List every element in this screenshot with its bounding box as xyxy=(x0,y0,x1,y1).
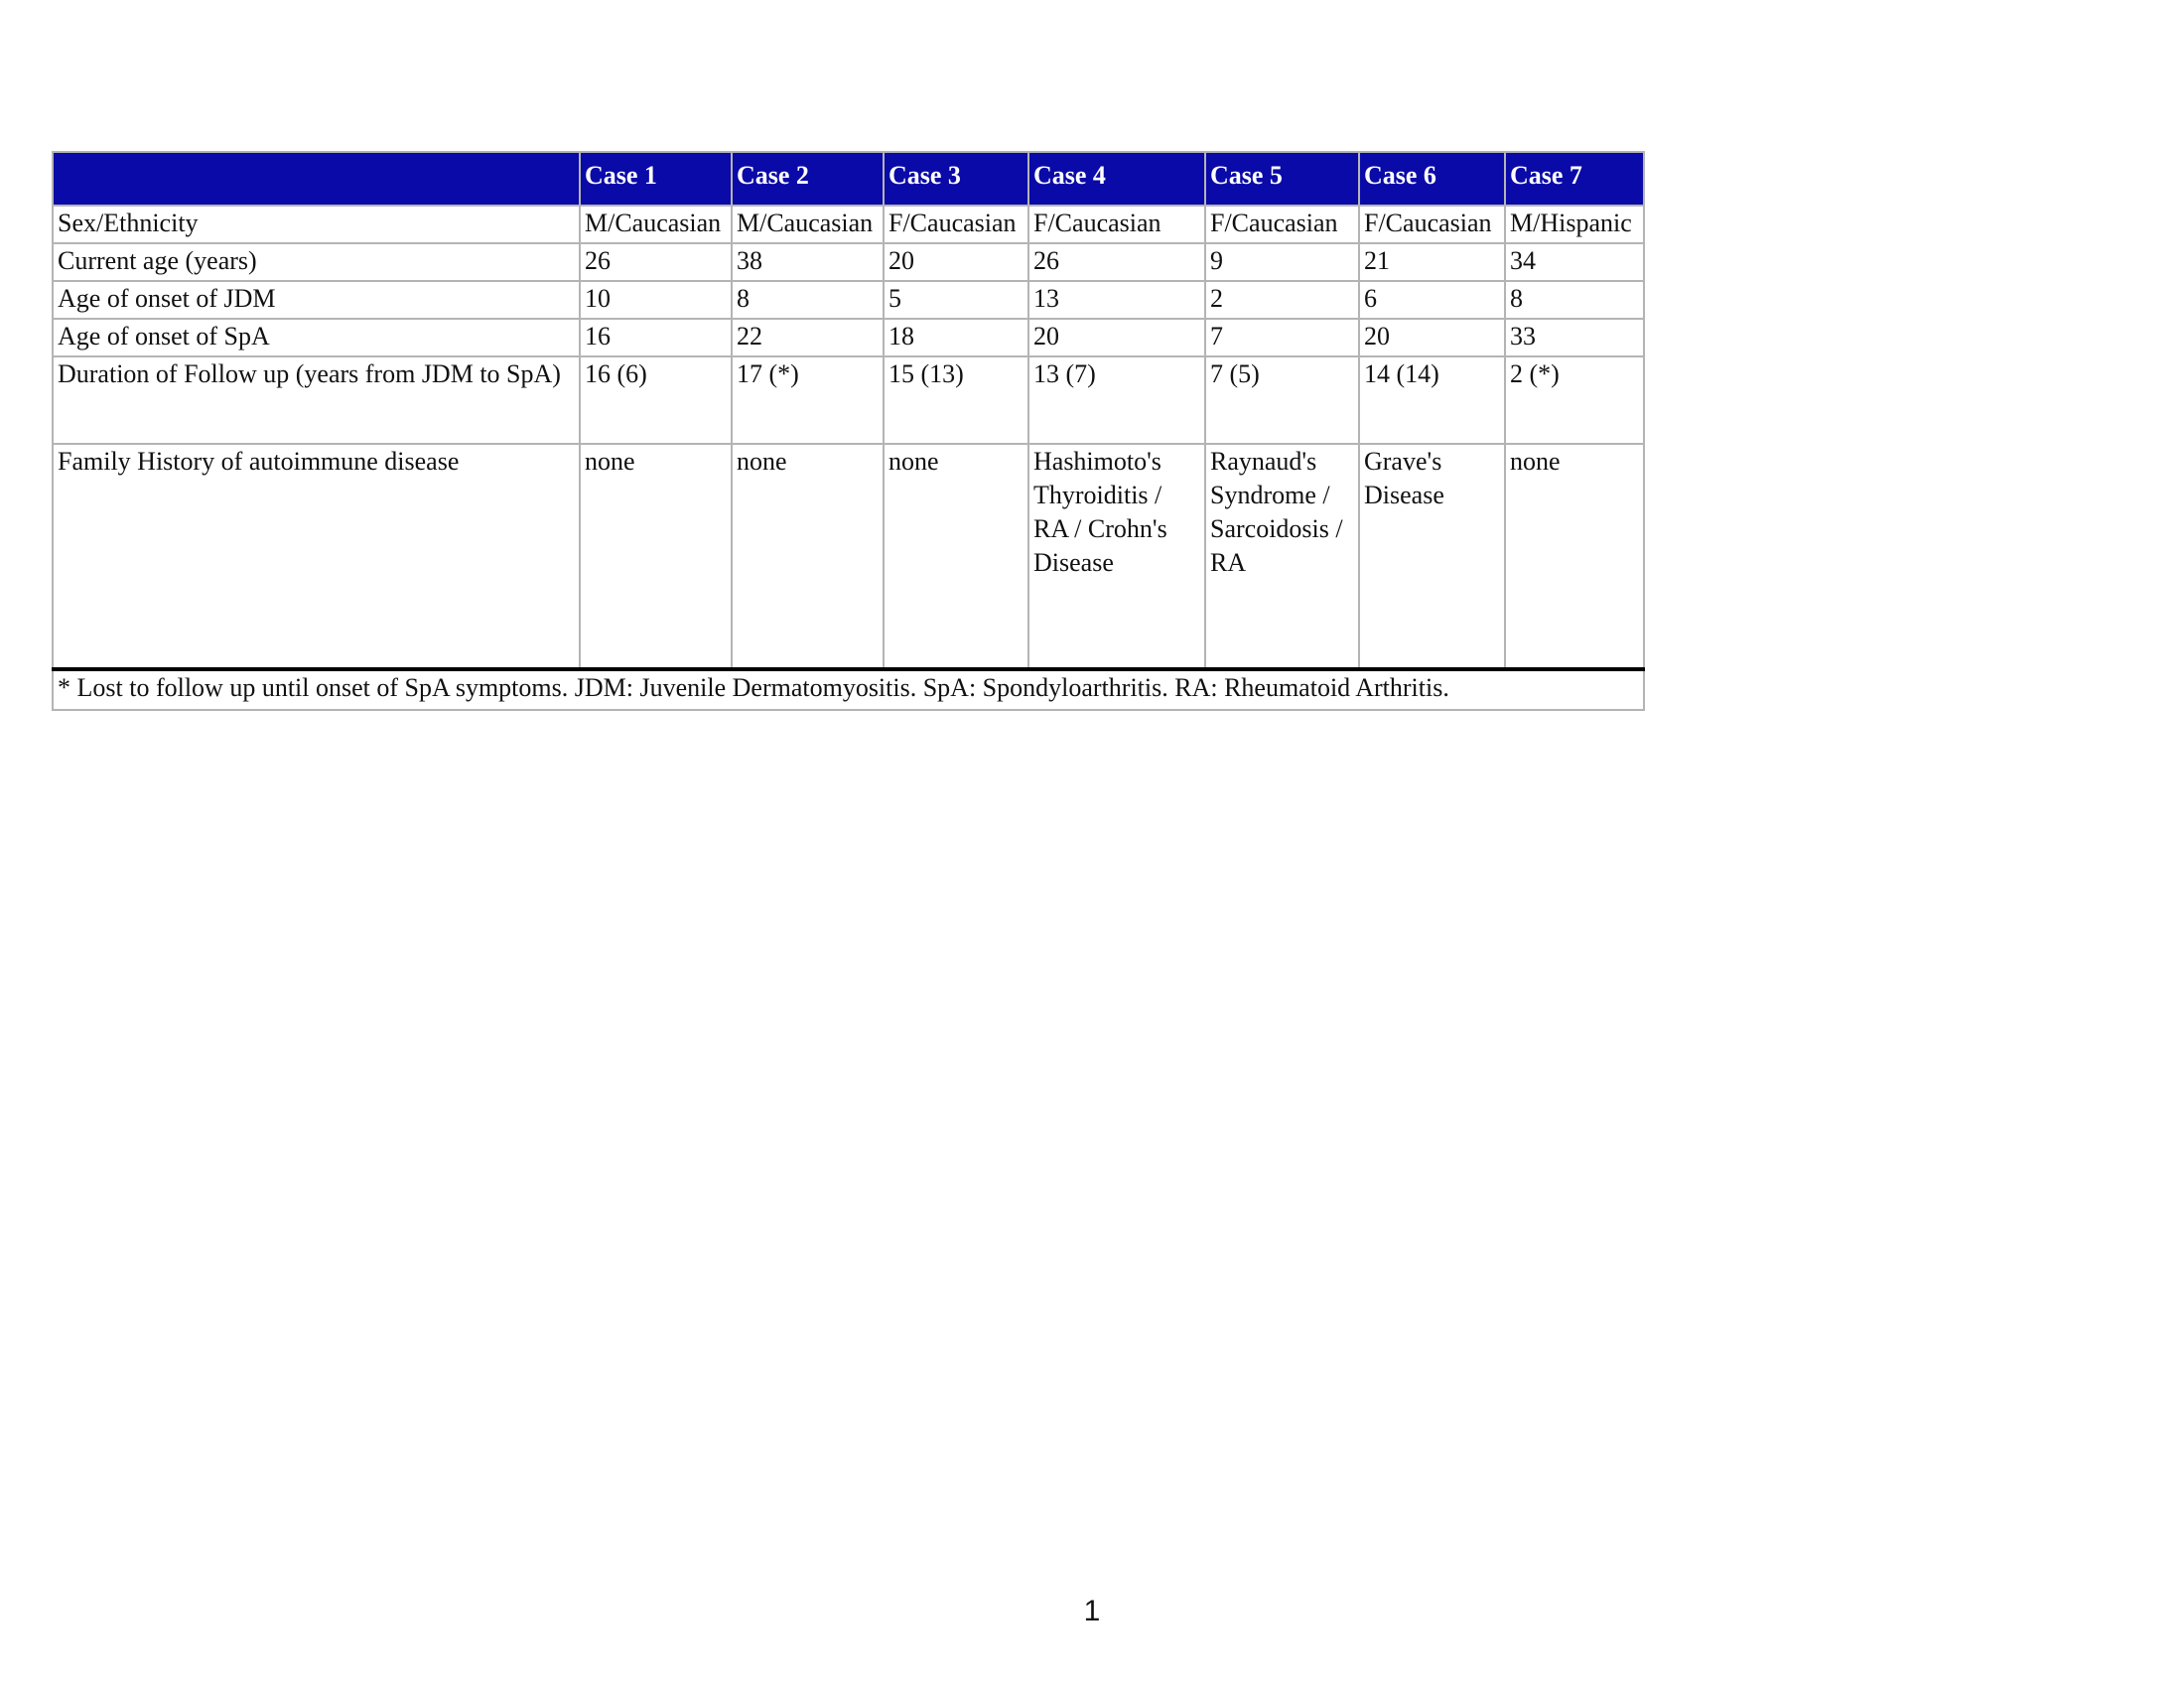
table-cell: F/Caucasian xyxy=(1359,206,1505,243)
table-cell: 38 xyxy=(732,243,884,281)
table-cell: none xyxy=(884,444,1028,669)
table-cell: none xyxy=(1505,444,1644,669)
table-cell: M/Hispanic xyxy=(1505,206,1644,243)
table-cell: M/Caucasian xyxy=(732,206,884,243)
header-cell-case-2: Case 2 xyxy=(732,152,884,206)
table-cell: 20 xyxy=(1359,319,1505,356)
table-body xyxy=(53,206,1644,669)
table-cell: 34 xyxy=(1505,243,1644,281)
table-cell: 16 xyxy=(580,319,732,356)
row-label: Duration of Follow up (years from JDM to SpA) xyxy=(53,356,580,444)
table-cell: 18 xyxy=(884,319,1028,356)
table-cell: 8 xyxy=(732,281,884,319)
table-cell: M/Caucasian xyxy=(580,206,732,243)
table-cell: F/Caucasian xyxy=(1205,206,1359,243)
table-row-family-history xyxy=(53,444,1644,669)
table-row-onset-spa xyxy=(53,319,1644,356)
table-cell: F/Caucasian xyxy=(884,206,1028,243)
table-cell: F/Caucasian xyxy=(1028,206,1205,243)
header-cell-case-4: Case 4 xyxy=(1028,152,1205,206)
table-cell: 7 xyxy=(1205,319,1359,356)
page-number: 1 xyxy=(1083,1595,1101,1627)
table-cell: 15 (13) xyxy=(884,356,1028,444)
footnote-row xyxy=(53,669,1644,710)
table-row-current-age xyxy=(53,243,1644,281)
header-cell-case-1: Case 1 xyxy=(580,152,732,206)
table-cell: 21 xyxy=(1359,243,1505,281)
header-row xyxy=(53,152,1644,206)
header-cell-case-7: Case 7 xyxy=(1505,152,1644,206)
table-cell: 5 xyxy=(884,281,1028,319)
table-cell: 7 (5) xyxy=(1205,356,1359,444)
table-cell: Grave's Disease xyxy=(1359,444,1505,669)
row-label: Age of onset of SpA xyxy=(53,319,580,356)
table-cell: none xyxy=(580,444,732,669)
table-cell: 14 (14) xyxy=(1359,356,1505,444)
table-cell: 16 (6) xyxy=(580,356,732,444)
table-footer xyxy=(53,669,1644,710)
header-cell-case-3: Case 3 xyxy=(884,152,1028,206)
table-cell: Hashimoto's Thyroiditis / RA / Crohn's Disease xyxy=(1028,444,1205,669)
row-label: Sex/Ethnicity xyxy=(53,206,580,243)
table-cell: 26 xyxy=(1028,243,1205,281)
table-cell: 13 xyxy=(1028,281,1205,319)
header-cell-case-5: Case 5 xyxy=(1205,152,1359,206)
table-cell: 33 xyxy=(1505,319,1644,356)
table-cell: 20 xyxy=(884,243,1028,281)
row-label: Family History of autoimmune disease xyxy=(53,444,580,669)
table-row-sex-ethnicity xyxy=(53,206,1644,243)
table-row-onset-jdm xyxy=(53,281,1644,319)
table-cell: 2 (*) xyxy=(1505,356,1644,444)
header-cell-blank xyxy=(53,152,580,206)
header-cell-case-6: Case 6 xyxy=(1359,152,1505,206)
table-row-follow-up-duration xyxy=(53,356,1644,444)
table-cell: Raynaud's Syndrome / Sarcoidosis / RA xyxy=(1205,444,1359,669)
case-table xyxy=(52,151,1645,711)
table-cell: 9 xyxy=(1205,243,1359,281)
table-footnote: * Lost to follow up until onset of SpA symptoms. JDM: Juvenile Dermatomyositis. SpA: Spondyloarthritis. RA: Rheumatoid Arthritis. xyxy=(53,669,1644,710)
row-label: Age of onset of JDM xyxy=(53,281,580,319)
table-header xyxy=(53,152,1644,206)
table-cell: 2 xyxy=(1205,281,1359,319)
table-cell: 10 xyxy=(580,281,732,319)
table-cell: 17 (*) xyxy=(732,356,884,444)
table-cell: 22 xyxy=(732,319,884,356)
row-label: Current age (years) xyxy=(53,243,580,281)
table-cell: none xyxy=(732,444,884,669)
table-cell: 20 xyxy=(1028,319,1205,356)
table-cell: 8 xyxy=(1505,281,1644,319)
table-cell: 6 xyxy=(1359,281,1505,319)
table-cell: 13 (7) xyxy=(1028,356,1205,444)
table-cell: 26 xyxy=(580,243,732,281)
